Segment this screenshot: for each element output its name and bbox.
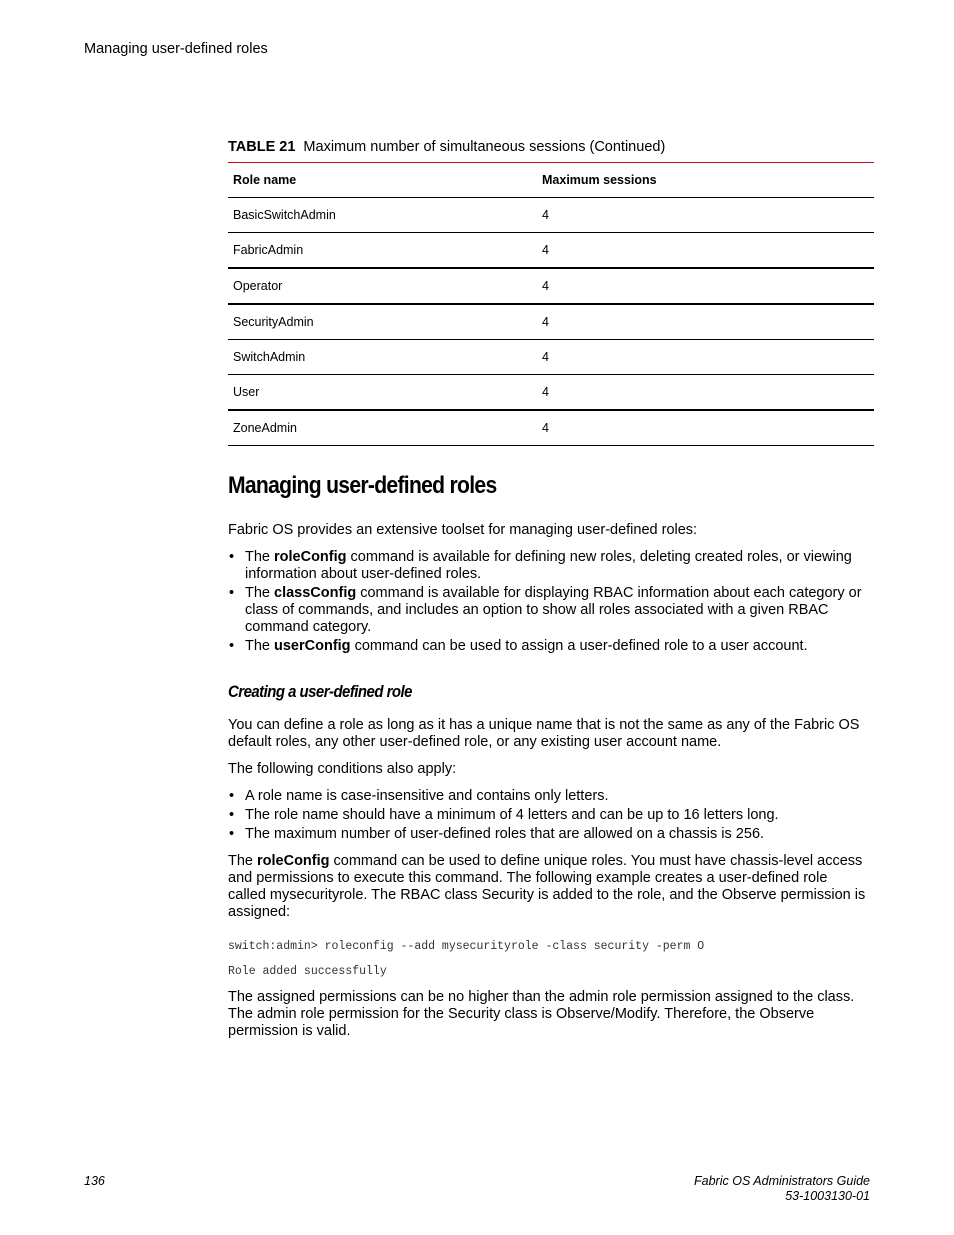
text: command is available for displaying RBAC information about each category or class of commands, and includes an option to show all roles associated with a given RBAC command category. [245, 585, 862, 635]
conditions-list [228, 788, 868, 843]
table-row [228, 233, 874, 269]
table-row [228, 375, 874, 411]
text: The [245, 549, 275, 565]
max-sessions-cell: 4 [537, 375, 874, 411]
role-name-cell: FabricAdmin [228, 233, 537, 269]
paragraph: You can define a role as long as it has a unique name that is not the same as any of the Fabric OS default roles, any other user-defined role, or any existing user account name. [228, 717, 860, 750]
paragraph: The following conditions also apply: [228, 761, 457, 777]
text: command can be used to assign a user-defined role to a user account. [350, 638, 808, 654]
column-header-role-name: Role name [228, 163, 537, 198]
role-name-cell: ZoneAdmin [228, 410, 537, 446]
doc-title: Fabric OS Administrators Guide [694, 1174, 870, 1188]
sessions-table [228, 162, 874, 446]
subsection-title: Creating a user-defined role [228, 682, 412, 701]
table-row [228, 304, 874, 340]
max-sessions-cell: 4 [537, 233, 874, 269]
max-sessions-cell: 4 [537, 304, 874, 340]
table-row [228, 340, 874, 375]
list-item [228, 638, 868, 655]
max-sessions-cell: 4 [537, 268, 874, 304]
table-row [228, 410, 874, 446]
role-name-cell: Operator [228, 268, 537, 304]
footer-doc-info [694, 1174, 870, 1204]
running-header: Managing user-defined roles [84, 41, 268, 57]
max-sessions-cell: 4 [537, 198, 874, 233]
code-example-command: switch:admin> roleconfig --add mysecurityrole -class security -perm O [228, 940, 705, 953]
text: The [228, 853, 258, 869]
section-title: Managing user-defined roles [228, 472, 497, 499]
text: command can be used to define unique roles. You must have chassis-level access and permissions to execute this command. The following example creates a user-defined role called mysecurityrole. The RBAC class Security is added to the role, and the Observe permission is assigned: [228, 853, 866, 920]
list-item [228, 585, 868, 636]
main-content [228, 470, 868, 1050]
table-caption [228, 139, 665, 155]
table-row [228, 198, 874, 233]
page-number: 136 [84, 1174, 105, 1188]
paragraph [228, 853, 868, 921]
role-name-cell: SecurityAdmin [228, 304, 537, 340]
command-name: roleConfig [274, 549, 347, 565]
section-intro: Fabric OS provides an extensive toolset for managing user-defined roles: [228, 522, 698, 538]
list-item: • The role name should have a minimum of 4 letters and can be up to 16 letters long. [228, 807, 868, 824]
paragraph: The assigned permissions can be no higher than the admin role permission assigned to the class. The admin role permission for the Security class is Observe/Modify. Therefore, the Observe permission is valid. [228, 989, 855, 1039]
list-item [228, 549, 868, 583]
doc-number: 53-1003130-01 [785, 1189, 870, 1203]
table-header-row [228, 163, 874, 198]
list-item: • The maximum number of user-defined roles that are allowed on a chassis is 256. [228, 826, 868, 843]
text: The [245, 638, 275, 654]
role-name-cell: BasicSwitchAdmin [228, 198, 537, 233]
command-name: userConfig [274, 638, 351, 654]
code-example-output: Role added successfully [228, 965, 387, 978]
role-name-cell: SwitchAdmin [228, 340, 537, 375]
command-name: roleConfig [257, 853, 330, 869]
table-label: TABLE 21 [228, 139, 296, 155]
command-list [228, 549, 868, 655]
command-name: classConfig [274, 585, 357, 601]
table-row [228, 268, 874, 304]
list-item: • A role name is case-insensitive and contains only letters. [228, 788, 868, 805]
max-sessions-cell: 4 [537, 410, 874, 446]
table-caption-text: Maximum number of simultaneous sessions (Continued) [303, 139, 666, 155]
text: command is available for defining new roles, deleting created roles, or viewing information about user-defined roles. [245, 549, 852, 582]
max-sessions-cell: 4 [537, 340, 874, 375]
role-name-cell: User [228, 375, 537, 411]
text: The [245, 585, 275, 601]
column-header-maximum-sessions: Maximum sessions [537, 163, 874, 198]
